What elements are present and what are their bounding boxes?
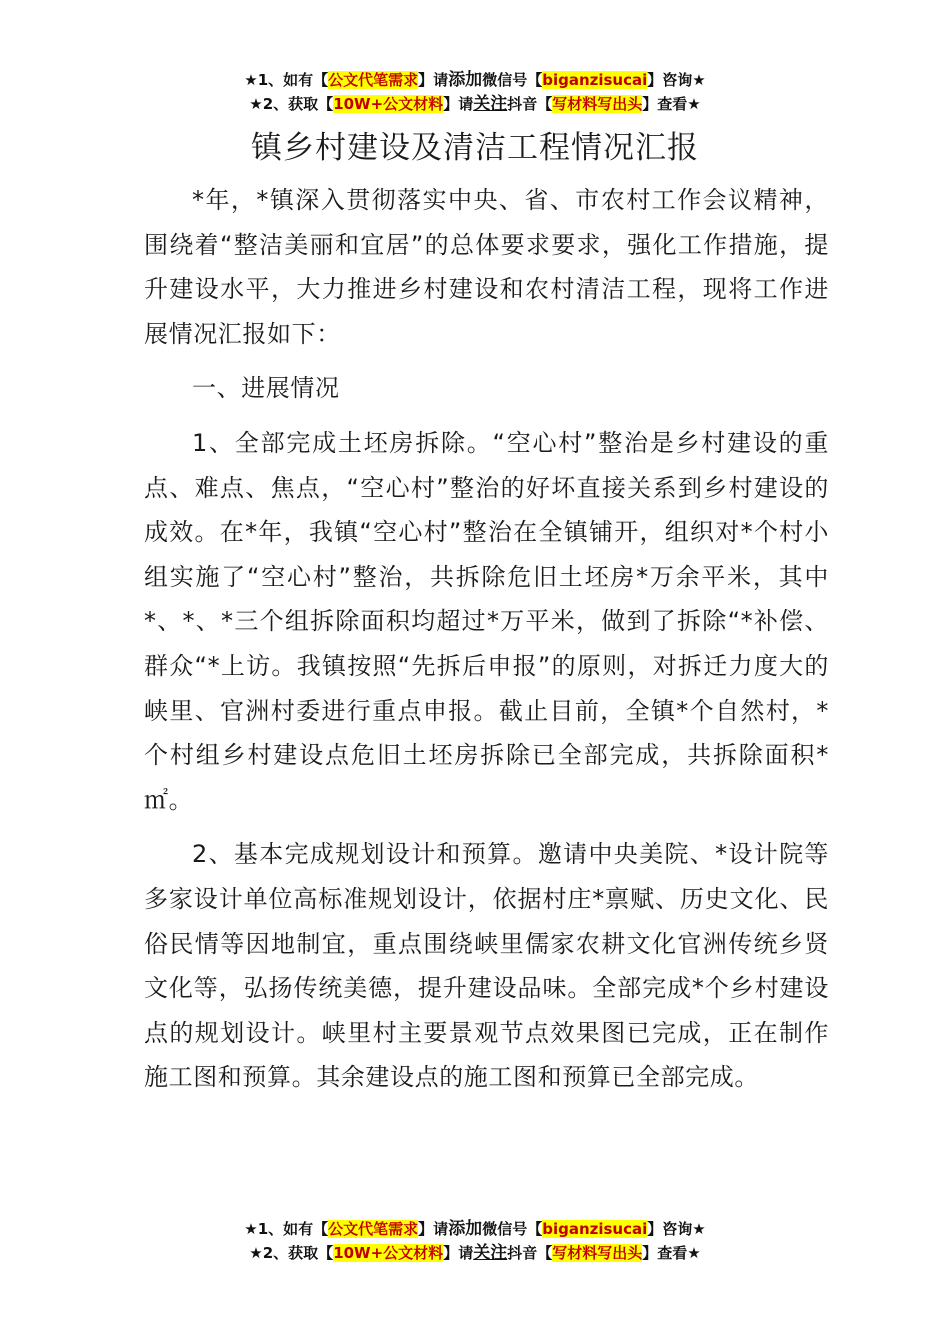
banner-text: 】查看★	[642, 95, 701, 113]
banner-douyin-id: 写材料写出头	[552, 95, 643, 113]
banner-text: 微信号【	[482, 71, 543, 89]
banner-emphasis: 添加	[448, 70, 483, 90]
banner-text: 抖音【	[507, 1244, 553, 1262]
banner-emphasis: 关注	[473, 1243, 508, 1263]
banner-text: ★1、如有【	[244, 71, 329, 89]
banner-wechat-id: biganzisucai	[542, 71, 648, 89]
footer-banner	[0, 1217, 950, 1265]
banner-line-1	[0, 1217, 950, 1241]
banner-line-1	[0, 68, 950, 92]
banner-text: ★2、获取【	[249, 1244, 334, 1262]
banner-line-2	[0, 1241, 950, 1265]
banner-emphasis: 关注	[473, 94, 508, 114]
banner-highlight: 公文代笔需求	[328, 71, 419, 89]
banner-text: 】咨询★	[647, 71, 706, 89]
banner-text: 】请	[443, 95, 474, 113]
banner-emphasis: 添加	[448, 1219, 483, 1239]
banner-text: 】咨询★	[647, 1220, 706, 1238]
banner-text: 】请	[418, 71, 449, 89]
paragraph-item-2: 2、基本完成规划设计和预算。邀请中央美院、*设计院等多家设计单位高标准规划设计，依据村庄*禀赋、历史文化、民俗民情等因地制宜，重点围绕峡里儒家农耕文化官洲传统乡贤文化等，弘扬传统美德，提升建设品味。全部完成*个乡村建设点的规划设计。峡里村主要景观节点效果图已完成，正在制作施工图和预算。其余建设点的施工图和预算已全部完成。	[144, 840, 829, 1092]
banner-highlight: 公文代笔需求	[328, 1220, 419, 1238]
banner-text: 抖音【	[507, 95, 553, 113]
banner-douyin-id: 写材料写出头	[552, 1244, 643, 1262]
banner-text: 微信号【	[482, 1220, 543, 1238]
banner-highlight: 10W+公文材料	[333, 1244, 444, 1262]
banner-text: 】请	[443, 1244, 474, 1262]
banner-text: ★1、如有【	[244, 1220, 329, 1238]
document-title: 镇乡村建设及清洁工程情况汇报	[251, 130, 699, 166]
paragraph-item-1: 1、全部完成土坯房拆除。“空心村”整治是乡村建设的重点、难点、焦点，“空心村”整治的好坏直接关系到乡村建设的成效。在*年，我镇“空心村”整治在全镇铺开，组织对*个村小组实施了“空心村”整治，共拆除危旧土坯房*万余平米，其中*、*、*三个组拆除面积均超过*万平米，做到了拆除“*补偿、群众“*上访。我镇按照“先拆后申报”的原则，对拆迁力度大的峡里、官洲村委进行重点申报。截止目前，全镇*个自然村，*个村组乡村建设点危旧土坯房拆除已全部完成，共拆除面积*㎡。	[144, 428, 829, 814]
banner-line-2	[0, 92, 950, 116]
section-heading: 一、进展情况	[192, 374, 340, 403]
banner-text: 】请	[418, 1220, 449, 1238]
banner-wechat-id: biganzisucai	[542, 1220, 648, 1238]
banner-text: ★2、获取【	[249, 95, 334, 113]
banner-highlight: 10W+公文材料	[333, 95, 444, 113]
document-body	[144, 178, 829, 1100]
header-banner	[0, 68, 950, 116]
banner-text: 】查看★	[642, 1244, 701, 1262]
paragraph-intro: *年，*镇深入贯彻落实中央、省、市农村工作会议精神，围绕着“整洁美丽和宜居”的总体要求要求，强化工作措施，提升建设水平，大力推进乡村建设和农村清洁工程，现将工作进展情况汇报如下：	[144, 186, 829, 348]
